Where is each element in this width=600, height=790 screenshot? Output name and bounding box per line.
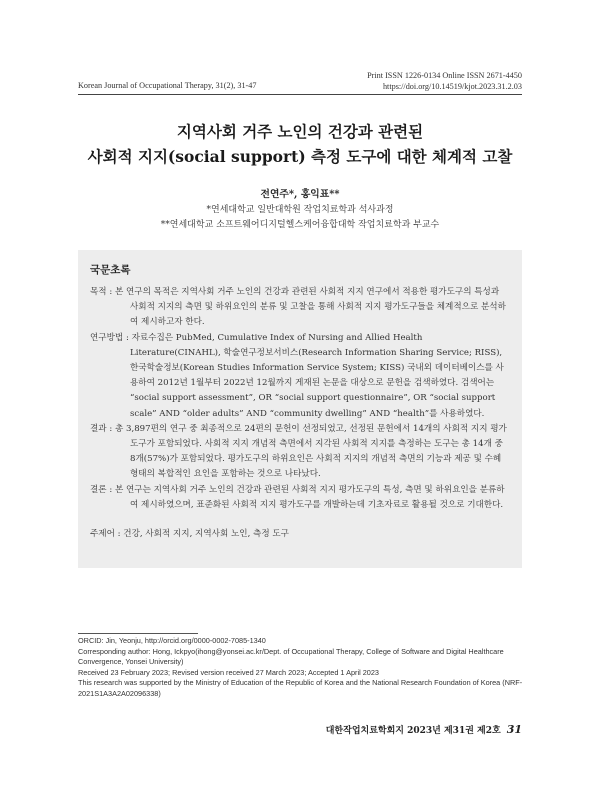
page-footer — [326, 723, 522, 736]
abstract-methods: 연구방법 : 자료수집은 PubMed, Cumulative Index of Nursing and Allied Health Literature(CINAHL), 학술연구정보서비스(Research Information Sharing Service; RISS), 한국학술정보(Korean Studies Information Service System; KISS) 국내외 데이터베이스를 사용하여 2012년 1월부터 2022년 12월까지 게재된 논문을 대상으로 문헌을 검색하였다. 검색어는 “social support assessment”, OR “social support questionnaire”, OR “social support scale” AND “older adults” AND “community dwelling” AND “health”를 사용하였다. — [90, 332, 504, 419]
journal-citation: Korean Journal of Occupational Therapy, 31(2), 31-47 — [78, 81, 257, 90]
footer-journal-issue: 대한작업치료학회지 2023년 제31권 제2호 — [325, 726, 501, 736]
page-number: 31 — [506, 723, 522, 736]
abstract-heading: 국문초록 — [90, 264, 131, 276]
paper-title — [60, 119, 540, 169]
doi-link[interactable]: https://doi.org/10.14519/kjot.2023.31.2.03 — [382, 82, 522, 91]
abstract-conclusion: 결론 : 본 연구는 지역사회 거주 노인의 건강과 관련된 사회적 지지 평가도구의 특성, 측면 및 하위요인을 분류하여 제시하였으며, 표준화된 사회적 지지 평가도구를 개발하는데 기초자료로 활용될 것으로 기대한다. — [90, 484, 505, 510]
footnote-orcid: ORCID: Jin, Yeonju, http://orcid.org/0000-0002-7085-1340 — [78, 636, 266, 645]
title-line-1: 지역사회 거주 노인의 건강과 관련된 — [176, 122, 424, 141]
affiliation-1: *연세대학교 일반대학원 작업치료학과 석사과정 — [206, 205, 394, 215]
abstract-purpose: 목적 : 본 연구의 목적은 지역사회 거주 노인의 건강과 관련된 사회적 지지 연구에서 적용한 평가도구의 특성과 사회적 지지의 측면 및 하위요인의 분류 및 고찰을 통해 사회적 지지 평가도구들을 체계적으로 분석하여 제시하고자 한다. — [90, 287, 506, 328]
issn-line: Print ISSN 1226-0134 Online ISSN 2671-4450 — [367, 71, 522, 80]
journal-header-right — [367, 70, 522, 92]
keywords: 주제어 : 건강, 사회적 지지, 지역사회 노인, 측정 도구 — [90, 529, 289, 540]
footnote-funding: This research was supported by the Ministry of Education of the Republic of Korea and the National Research Foundation of Korea (NRF-2021S1A3A2A02096338) — [78, 678, 523, 698]
title-line-2: 사회적 지지(social support) 측정 도구에 대한 체계적 고찰 — [87, 147, 513, 166]
affiliation-2: **연세대학교 소프트웨어디지털헬스케어융합대학 작업치료학과 부교수 — [160, 220, 440, 230]
author-list: 전연주*, 홍익표** — [260, 189, 340, 200]
abstract-box — [78, 250, 522, 568]
footnotes — [78, 636, 534, 700]
header-divider — [78, 94, 522, 95]
footnote-dates: Received 23 February 2023; Revised version received 27 March 2023; Accepted 1 April 2023 — [78, 667, 379, 677]
footnote-divider — [78, 633, 198, 634]
footnote-corresponding: Corresponding author: Hong, Ickpyo(ihong@yonsei.ac.kr/Dept. of Occupational Therapy, College of Software and Digital Healthcare Convergence, Yonsei University) — [78, 646, 504, 667]
abstract-results: 결과 : 총 3,897편의 연구 중 최종적으로 24편의 문헌이 선정되었고, 선정된 문헌에서 14개의 사회적 지지 평가도구가 포함되었다. 사회적 지지 개념적 측면에서 지각된 사회적 지지를 측정하는 도구는 총 14개 중 8개(57%)가 포함되었다. 평가도구의 하위요인은 사회적 지지의 개념적 측면의 기능과 제공 및 수혜 형태의 복합적인 요인을 포함하는 것으로 나타났다. — [90, 423, 507, 480]
